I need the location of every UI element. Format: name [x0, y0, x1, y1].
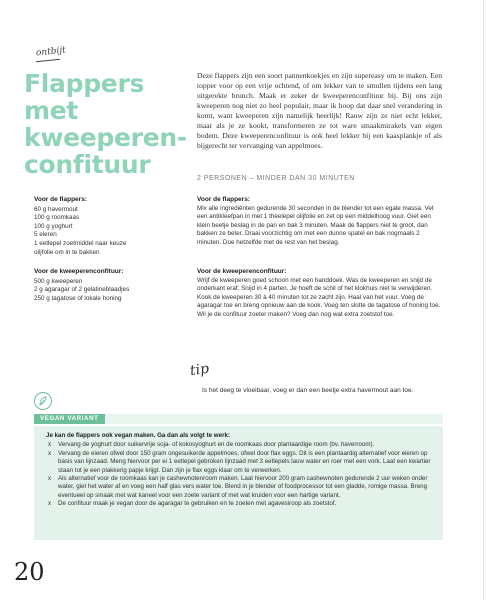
ingredient-item: 100 g roomkaas — [34, 214, 80, 222]
ingredient-item: 5 eieren — [34, 231, 57, 239]
ingredients-confituur — [34, 268, 184, 303]
vegan-item — [46, 441, 436, 449]
intro-text: Deze flappers zijn een soort pannenkoekjes en zijn supereasy om te maken. Een topper voor op een vrije ochtend, of om lekker van te smullen tijdens een lang uitgerekte brunch. Maak er zeker de kweeperenconfituur bij. Bij ons zijn kweeperen nog niet zo heel populair, maar ik hoop dat daar snel verandering in komt, want kweeperen zijn namelijk heerlijk! Rauw zijn ze niet echt lekker, maar als je ze kookt, transformeren ze tot ware smaakmirakels van eigen bodem. Deze kweeperenconfituur is ook heel lekker bij een kaasplankje of als bijgerecht ter vervanging van appelmoes. — [197, 71, 442, 150]
ingredient-item: 60 g havermout — [34, 205, 78, 213]
method-text: Mix alle ingrediënten gedurende 30 seconden in de blender tot een egale massa. Vet een antikleefpan in met 1 theelepel olijfolie en zet op een middelhoog vuur. Giet een klein beetje beslag in de pan en bak 3 minuten. Maak de flappers niet te groot, dan bakken ze beter. Draai voorzichtig om met een dunne spatel en bak nogmaals 2 minuten. Doe hetzelfde met de rest van het beslag. — [197, 204, 434, 246]
tip-text: Is het deeg te vloeibaar, voeg er dan een beetje extra havermout aan toe. — [202, 387, 414, 394]
vegan-content — [46, 432, 436, 509]
vegan-label: VEGAN VARIANT — [34, 414, 105, 424]
ingredients-flappers — [34, 196, 184, 257]
bullet-x: x — [48, 500, 52, 508]
vegan-item — [46, 500, 436, 508]
leaf-icon — [34, 392, 52, 410]
vegan-item-text: Vervang de eieren ofwel door 150 gram ongesuikerde appelmoes, ofwel door flax eggs. Dit is een plantaardig alternatief voor eieren op basis van lijnzaad. Meng hiervoor per ei 1 eetlepel gebroken lijnzaad met 3 eetlepels lauw water en roer met een vork. Laat een kwartier staan tot je een plakkerig papje krijgt. Dan zijn je flax eggs klaar om te verwerken. — [58, 449, 431, 474]
servings-time: 2 PERSONEN – MINDER DAN 30 MINUTEN — [197, 175, 355, 182]
method-confituur — [197, 268, 445, 320]
method-text: Wrijf de kweeperen goed schoon met een handdoek. Was de kweeperen en snijd de onderkant eraf. Snijd in 4 parten. Je hoeft de schil of het klokhuis niet te verwijderen. Kook de kweeperen 30 à 40 minuten tot ze zacht zijn. Haal van het vuur. Voeg de agaragar toe en breng opnieuw aan de kook. Voeg ten slotte de tagatose of honing toe. Wil je de confituur zoeter maken? Voeg dan nog wat extra zoetstof toe. — [197, 276, 441, 318]
title-line: confituur — [24, 150, 151, 179]
vegan-item — [46, 450, 436, 475]
tip-heading: tip — [188, 360, 211, 380]
method-flappers — [197, 196, 445, 248]
ingredient-item: 2 g agaragar of 2 gelatineblaadjes — [34, 286, 130, 294]
bullet-x: x — [48, 449, 52, 457]
ingredients-heading: Voor de kweeperenconfituur: — [34, 268, 124, 275]
kicker-underline — [36, 59, 60, 63]
ingredient-item: olijfolie om in te bakken — [34, 248, 100, 256]
title-line: Flappers — [24, 69, 145, 98]
bullet-x: x — [48, 441, 52, 449]
page-number: 20 — [14, 558, 45, 586]
method-heading: Voor de flappers: — [197, 196, 250, 203]
vegan-item — [46, 475, 436, 500]
vegan-item-text: De confituur maak je vegan door de agaragar te gebruiken en te zoeten met agavesiroop als zoetstof. — [58, 500, 337, 508]
vegan-item-text: Vervang de yoghurt door suikervrije soja- of kokosyoghurt en de roomkaas door plantaardige room (bv. haverroom). — [58, 441, 375, 449]
ingredient-item: 100 g yoghurt — [34, 222, 73, 230]
ingredients-heading: Voor de flappers: — [34, 196, 87, 203]
recipe-title — [24, 69, 187, 179]
vegan-item-text: Als alternatief voor de roomkaas kan je cashewnotenroom maken. Laat hiervoor 200 gram cashewnoten gedurende 2 uur weken onder water, giet het water af en voeg een half glas vers water toe. Blend in je blender of foodprocessor tot een gladde, romige massa. Breng eventueel op smaak met wat kaneel voor een zoete variant of met wat kruiden voor een hartige variant. — [58, 475, 428, 499]
vegan-heading: Je kan de flappers ook vegan maken. Ga dan als volgt te werk: — [46, 432, 230, 439]
title-line: met — [24, 96, 79, 125]
category-kicker: ontbijt — [35, 45, 67, 59]
ingredient-item: 250 g tagatose of lokale honing — [34, 294, 122, 302]
title-line: kweeperen- — [24, 123, 187, 152]
bullet-x: x — [48, 475, 52, 483]
intro-paragraph — [197, 71, 442, 151]
ingredient-item: 500 g kweeperen — [34, 277, 83, 285]
ingredient-item: 1 eetlepel zoetmiddel naar keuze — [34, 239, 127, 247]
page-edge-rule — [483, 0, 484, 600]
vegan-list — [46, 441, 436, 508]
method-heading: Voor de kweeperenconfituur: — [197, 268, 287, 275]
